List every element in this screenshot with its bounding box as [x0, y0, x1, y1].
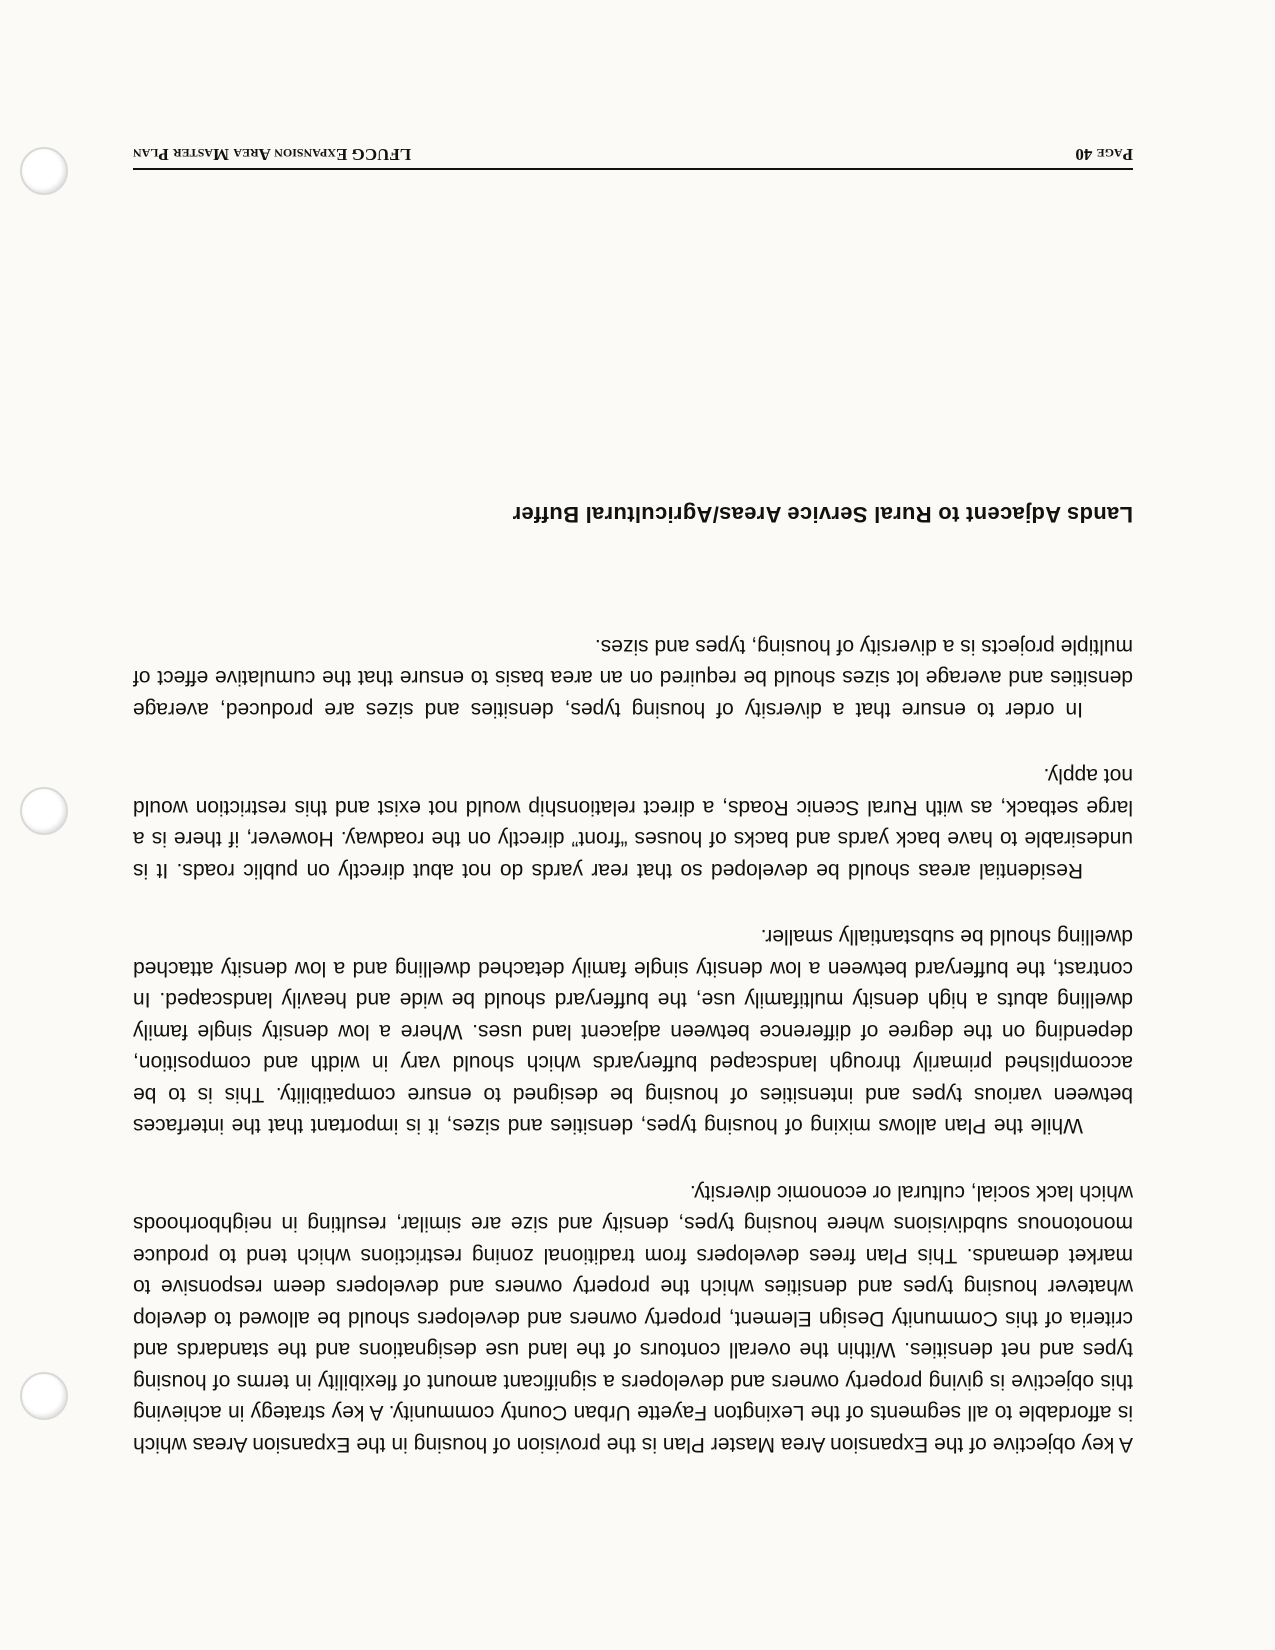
paragraph-housing-objective: A key objective of the Expansion Area Master Plan is the provision of housing in the Expansion Areas which is affordable to all segments of the Lexington Fayette Urban County community. A key strategy in achieving this objective is giving property owners and developers a significant amount of flexibility in terms of housing types and net densities. Within the overall contours of the land use designations and the standards and criteria of this Community Design Element, property owners and developers should be allowed to develop whatever housing types and densities which the property owners and developers deem responsive to market demands. This Plan frees developers from traditional zoning restrictions which tend to produce monotonous subdivisions where housing types, density and size are similar, resulting in neighborhoods which lack social, cultural or economic diversity.: [133, 1181, 1133, 1456]
document-title: LFUCG Expansion Area Master Plan: [133, 145, 412, 164]
page-number: Page 40: [1075, 145, 1133, 164]
section-heading: Lands Adjacent to Rural Service Areas/Agricultural Buffer: [512, 502, 1133, 528]
paragraph-rear-yards: Residential areas should be developed so that rear yards do not abut directly on public roads. It is undesirable to have back yards and backs of houses “front” directly on the roadway. However, if there is a large setback, as with Rural Scenic Roads, a direct relationship would not exist and this restriction would not apply.: [133, 764, 1133, 882]
punch-hole: [20, 1372, 68, 1420]
punch-hole: [20, 147, 68, 195]
paragraph-average-densities: In order to ensure that a diversity of housing types, densities and sizes are produced, average densities and average lot sizes should be required on an area basis to ensure that the cumulative effect of multiple projects is a diversity of housing, types and sizes.: [133, 635, 1133, 721]
body-text: [133, 499, 1133, 1460]
paragraph-housing-interfaces: While the Plan allows mixing of housing types, densities and sizes, it is important that the interfaces between various types and intensities of housing be designed to ensure compatibility. This is to be accomplished primarily through landscaped bufferyards which should vary in width and composition, depending on the degree of difference between adjacent land uses. Where a low density single family dwelling abuts a high density multifamily use, the bufferyard should be wide and heavily landscaped. In contrast, the bufferyard between a low density single family detached dwelling and a low density attached dwelling should be substantially smaller.: [133, 925, 1133, 1138]
running-footer: [133, 144, 1133, 170]
punch-hole: [20, 787, 68, 835]
